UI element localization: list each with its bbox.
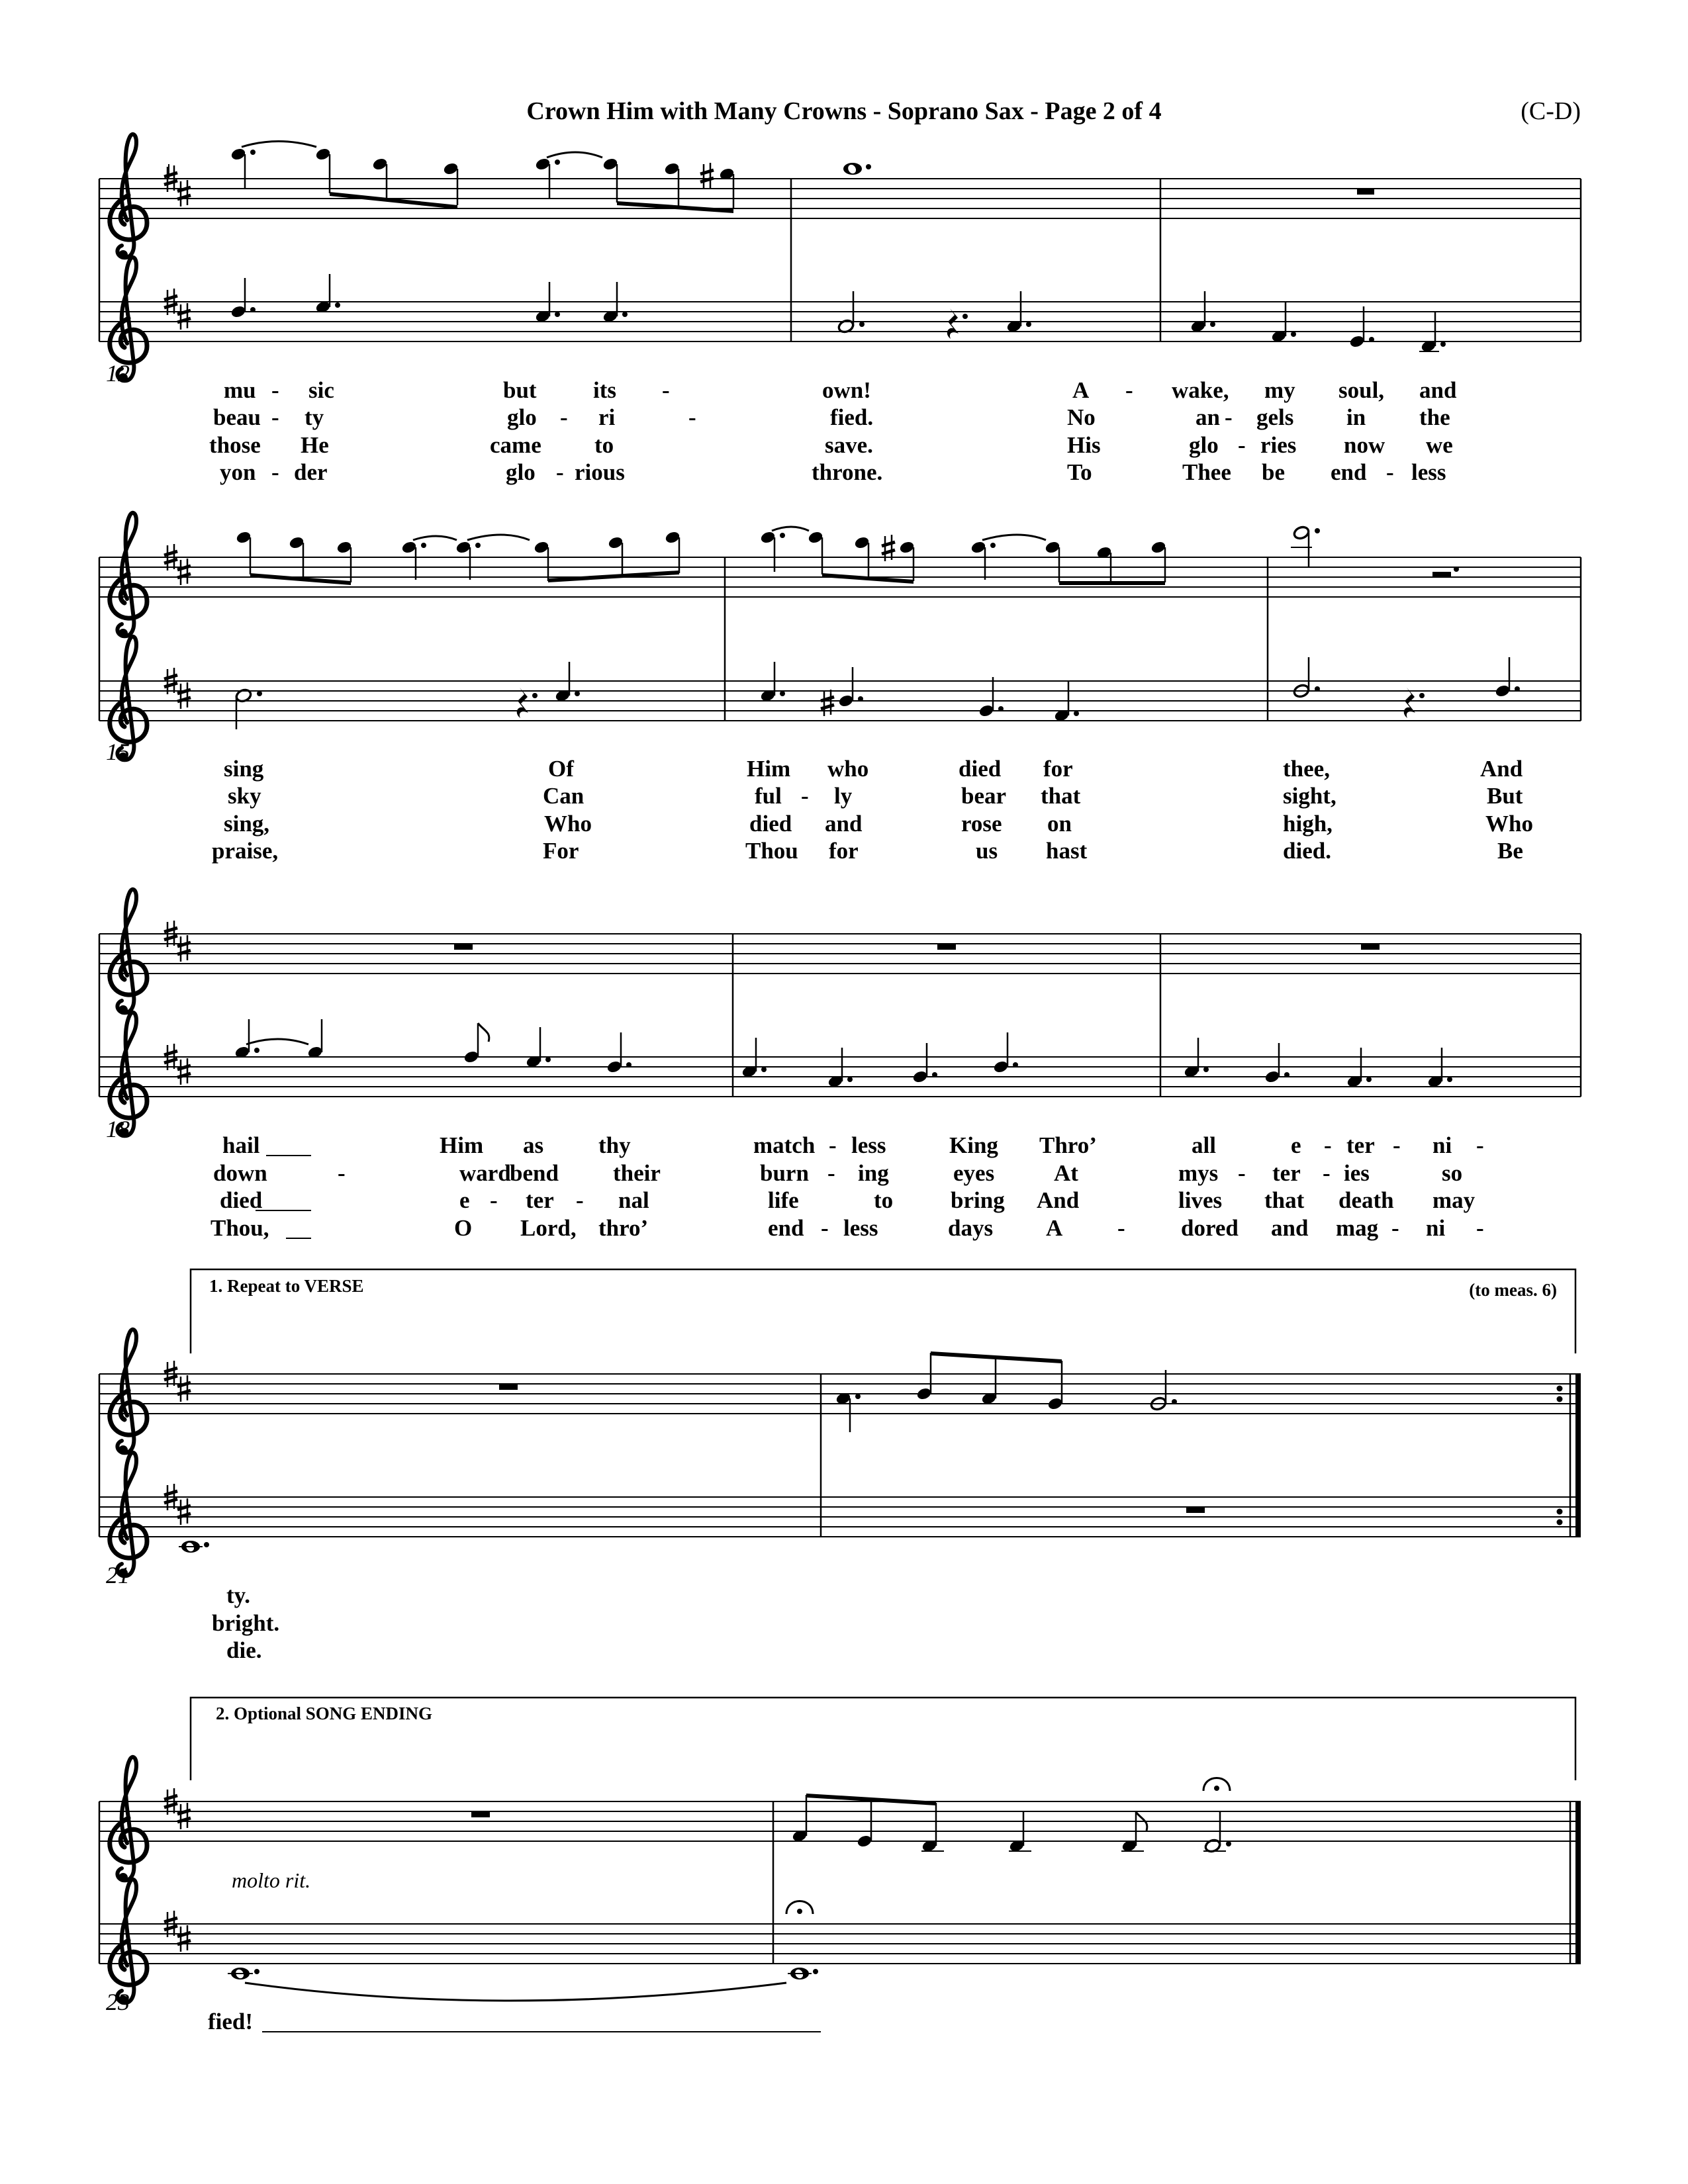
- svg-text:e: e: [459, 1187, 470, 1213]
- svg-text:-: -: [560, 404, 568, 430]
- svg-text:an: an: [1196, 404, 1220, 430]
- svg-text:and: and: [1271, 1215, 1309, 1241]
- measure-number: 21: [106, 1562, 130, 1588]
- svg-text:ri: ri: [598, 404, 616, 430]
- svg-text:that: that: [1041, 783, 1081, 809]
- lower-notes: [235, 657, 1520, 729]
- svg-text:glo: glo: [507, 404, 537, 430]
- svg-text:thy: thy: [598, 1132, 631, 1158]
- sharp-icon: [177, 303, 191, 330]
- svg-text:ies: ies: [1344, 1160, 1370, 1186]
- lyrics: [211, 1132, 1484, 1241]
- svg-text:thro’: thro’: [598, 1215, 649, 1241]
- svg-text:ly: ly: [834, 783, 853, 809]
- svg-text:but: but: [503, 377, 537, 403]
- svg-text:lives: lives: [1178, 1187, 1223, 1213]
- svg-text:-: -: [576, 1187, 584, 1213]
- upper-notes: [499, 1351, 1177, 1432]
- svg-text:His: His: [1067, 432, 1101, 458]
- svg-text:thee,: thee,: [1283, 756, 1330, 782]
- svg-text:to: to: [874, 1187, 894, 1213]
- svg-text:-: -: [271, 404, 279, 430]
- svg-text:those: those: [209, 432, 261, 458]
- svg-text:ful: ful: [755, 783, 782, 809]
- svg-text:Be: Be: [1497, 838, 1523, 864]
- repeat-dots: [1557, 1386, 1563, 1525]
- svg-text:gels: gels: [1256, 404, 1294, 430]
- svg-text:die.: die.: [226, 1637, 262, 1663]
- svg-text:sing,: sing,: [224, 811, 270, 837]
- system-2: [99, 513, 1581, 864]
- svg-text:all: all: [1192, 1132, 1216, 1158]
- svg-text:match: match: [753, 1132, 816, 1158]
- upper-notes: [454, 944, 1380, 950]
- upper-notes: [471, 1778, 1231, 1854]
- page-title: Crown Him with Many Crowns - Soprano Sax - Page 2 of 4: [526, 97, 1162, 125]
- treble-clef-icon: [110, 513, 147, 638]
- svg-text:hast: hast: [1046, 838, 1088, 864]
- svg-text:A: A: [1072, 377, 1090, 403]
- svg-text:glo: glo: [506, 459, 536, 485]
- sharp-icon: [177, 559, 191, 585]
- svg-text:hail: hail: [222, 1132, 260, 1158]
- system-4: [99, 1269, 1581, 1663]
- ending-note: (to meas. 6): [1469, 1280, 1557, 1300]
- svg-text:for: for: [829, 838, 859, 864]
- svg-text:soul,: soul,: [1338, 377, 1385, 403]
- svg-text:died.: died.: [1283, 838, 1331, 864]
- svg-text:death: death: [1338, 1187, 1394, 1213]
- svg-text:-: -: [1125, 377, 1133, 403]
- ending-label: 1. Repeat to VERSE: [209, 1276, 364, 1296]
- svg-text:mu: mu: [224, 377, 256, 403]
- system-5: [99, 1698, 1581, 2034]
- svg-text:He: He: [301, 432, 329, 458]
- page-code: (C-D): [1521, 97, 1581, 125]
- svg-text:ty.: ty.: [226, 1582, 250, 1608]
- svg-text:to: to: [594, 432, 614, 458]
- svg-text:-: -: [688, 404, 696, 430]
- svg-text:less: less: [1411, 459, 1446, 485]
- sharp-icon: [177, 1375, 191, 1402]
- measure-number: 18: [106, 1116, 130, 1142]
- svg-text:us: us: [976, 838, 998, 864]
- svg-text:-: -: [662, 377, 670, 403]
- svg-text:mys: mys: [1178, 1160, 1219, 1186]
- svg-text:-: -: [829, 1132, 837, 1158]
- svg-text:Of: Of: [548, 756, 574, 782]
- svg-text:sing: sing: [224, 756, 264, 782]
- tempo-direction: molto rit.: [232, 1868, 311, 1892]
- svg-text:and: and: [1419, 377, 1457, 403]
- svg-text:Thro’: Thro’: [1039, 1132, 1097, 1158]
- svg-text:yon: yon: [220, 459, 256, 485]
- svg-text:-: -: [1386, 459, 1394, 485]
- svg-text:eyes: eyes: [953, 1160, 995, 1186]
- svg-text:Can: Can: [543, 783, 585, 809]
- svg-text:Thou,: Thou,: [211, 1215, 269, 1241]
- svg-text:To: To: [1067, 459, 1092, 485]
- svg-text:-: -: [490, 1187, 498, 1213]
- lower-notes: [228, 1901, 818, 2001]
- svg-text:At: At: [1054, 1160, 1078, 1186]
- svg-text:-: -: [271, 459, 279, 485]
- svg-text:bear: bear: [961, 783, 1007, 809]
- svg-text:rose: rose: [961, 811, 1002, 837]
- upper-notes: [235, 525, 1459, 585]
- svg-text:-: -: [821, 1215, 829, 1241]
- svg-text:-: -: [1323, 1160, 1331, 1186]
- svg-text:days: days: [948, 1215, 994, 1241]
- svg-text:And: And: [1480, 756, 1523, 782]
- svg-text:-: -: [827, 1160, 835, 1186]
- svg-text:ter: ter: [1272, 1160, 1301, 1186]
- svg-text:so: so: [1442, 1160, 1463, 1186]
- svg-text:For: For: [543, 838, 579, 864]
- svg-text:ries: ries: [1260, 432, 1297, 458]
- svg-text:my: my: [1264, 377, 1295, 403]
- svg-text:And: And: [1037, 1187, 1080, 1213]
- svg-text:Him: Him: [747, 756, 791, 782]
- svg-text:down: down: [213, 1160, 267, 1186]
- svg-text:-: -: [1476, 1132, 1484, 1158]
- svg-text:King: King: [949, 1132, 998, 1158]
- svg-text:glo: glo: [1189, 432, 1219, 458]
- svg-text:mag: mag: [1336, 1215, 1379, 1241]
- svg-text:-: -: [1225, 404, 1233, 430]
- svg-text:ni: ni: [1426, 1215, 1446, 1241]
- treble-clef-icon: [110, 889, 147, 1015]
- treble-clef-icon: [110, 1880, 147, 2005]
- svg-text:Lord,: Lord,: [520, 1215, 577, 1241]
- svg-text:sic: sic: [308, 377, 334, 403]
- svg-text:-: -: [801, 783, 809, 809]
- svg-text:bring: bring: [951, 1187, 1005, 1213]
- svg-text:praise,: praise,: [212, 838, 279, 864]
- fermata-icon: [1203, 1778, 1230, 1792]
- svg-text:-: -: [1476, 1215, 1484, 1241]
- svg-text:rious: rious: [575, 459, 625, 485]
- svg-text:ni: ni: [1432, 1132, 1452, 1158]
- svg-text:came: came: [490, 432, 541, 458]
- first-ending-bracket: [191, 1269, 1575, 1353]
- svg-text:Thou: Thou: [745, 838, 798, 864]
- measure-number: 12: [106, 360, 130, 387]
- system-1: [99, 134, 1581, 485]
- sharp-icon: [177, 1058, 191, 1085]
- svg-text:less: less: [843, 1215, 878, 1241]
- svg-text:O: O: [454, 1215, 473, 1241]
- svg-text:who: who: [827, 756, 869, 782]
- svg-text:now: now: [1344, 432, 1385, 458]
- svg-text:-: -: [1238, 432, 1246, 458]
- svg-text:ward: ward: [459, 1160, 511, 1186]
- svg-text:the: the: [1419, 404, 1450, 430]
- svg-text:bend: bend: [510, 1160, 559, 1186]
- lyrics: [212, 1582, 279, 1663]
- upper-notes: [169, 142, 1374, 214]
- svg-text:-: -: [271, 377, 279, 403]
- svg-text:less: less: [851, 1132, 886, 1158]
- svg-text:ing: ing: [858, 1160, 889, 1186]
- svg-text:sight,: sight,: [1283, 783, 1336, 809]
- svg-text:wake,: wake,: [1172, 377, 1229, 403]
- svg-text:died: died: [959, 756, 1002, 782]
- sharp-icon: [177, 682, 191, 709]
- svg-text:its: its: [593, 377, 616, 403]
- lower-notes: [179, 1507, 1205, 1553]
- system-3: [99, 889, 1581, 1241]
- svg-text:-: -: [1117, 1215, 1125, 1241]
- svg-text:throne.: throne.: [812, 459, 883, 485]
- svg-text:ter: ter: [526, 1187, 554, 1213]
- tie: [245, 1983, 786, 2001]
- svg-text:save.: save.: [825, 432, 873, 458]
- svg-text:bright.: bright.: [212, 1610, 280, 1636]
- svg-text:for: for: [1043, 756, 1073, 782]
- svg-text:high,: high,: [1283, 811, 1333, 837]
- svg-text:-: -: [1393, 1132, 1401, 1158]
- svg-text:-: -: [1324, 1132, 1332, 1158]
- svg-text:Who: Who: [1485, 811, 1533, 837]
- treble-clef-icon: [110, 1330, 147, 1455]
- svg-text:fied!: fied!: [208, 2009, 254, 2034]
- ending-label: 2. Optional SONG ENDING: [216, 1704, 433, 1723]
- svg-text:Who: Who: [544, 811, 592, 837]
- svg-text:ty: ty: [305, 404, 324, 430]
- svg-text:their: their: [613, 1160, 661, 1186]
- svg-text:ter: ter: [1346, 1132, 1375, 1158]
- svg-text:end: end: [1331, 459, 1367, 485]
- svg-text:died: died: [749, 811, 792, 837]
- svg-text:that: that: [1264, 1187, 1305, 1213]
- svg-text:may: may: [1432, 1187, 1476, 1213]
- svg-text:on: on: [1047, 811, 1072, 837]
- measure-number: 15: [106, 739, 130, 765]
- sharp-icon: [177, 1803, 191, 1829]
- svg-text:-: -: [556, 459, 564, 485]
- fermata-icon: [786, 1901, 813, 1915]
- lyrics: [209, 377, 1457, 485]
- sharp-icon: [177, 180, 191, 206]
- svg-text:der: der: [294, 459, 328, 485]
- svg-text:end: end: [768, 1215, 804, 1241]
- sharp-icon: [177, 935, 191, 962]
- sharp-icon: [177, 1925, 191, 1952]
- svg-text:be: be: [1262, 459, 1285, 485]
- lyrics: [212, 756, 1533, 864]
- sharp-icon: [177, 1498, 191, 1525]
- svg-text:fied.: fied.: [830, 404, 874, 430]
- svg-text:No: No: [1067, 404, 1096, 430]
- treble-clef-icon: [110, 1453, 147, 1578]
- svg-text:as: as: [523, 1132, 544, 1158]
- svg-text:A: A: [1046, 1215, 1063, 1241]
- svg-text:-: -: [338, 1160, 346, 1186]
- svg-text:own!: own!: [822, 377, 871, 403]
- svg-text:and: and: [825, 811, 863, 837]
- svg-text:died: died: [220, 1187, 263, 1213]
- svg-text:beau: beau: [213, 404, 261, 430]
- svg-text:dored: dored: [1181, 1215, 1239, 1241]
- treble-clef-icon: [110, 1757, 147, 1882]
- svg-text:e: e: [1291, 1132, 1301, 1158]
- svg-text:we: we: [1426, 432, 1453, 458]
- treble-clef-icon: [110, 134, 147, 259]
- svg-text:-: -: [1391, 1215, 1399, 1241]
- svg-text:in: in: [1346, 404, 1366, 430]
- measure-number: 23: [106, 1989, 130, 2015]
- staff-upper: [99, 179, 1581, 218]
- svg-text:sky: sky: [228, 783, 261, 809]
- svg-text:-: -: [1238, 1160, 1246, 1186]
- svg-text:nal: nal: [618, 1187, 649, 1213]
- svg-text:life: life: [768, 1187, 799, 1213]
- lyrics: [208, 2009, 821, 2034]
- lower-notes: [234, 1019, 1452, 1089]
- svg-text:Thee: Thee: [1182, 459, 1231, 485]
- svg-text:burn: burn: [760, 1160, 809, 1186]
- svg-text:Him: Him: [440, 1132, 484, 1158]
- svg-text:But: But: [1487, 783, 1523, 809]
